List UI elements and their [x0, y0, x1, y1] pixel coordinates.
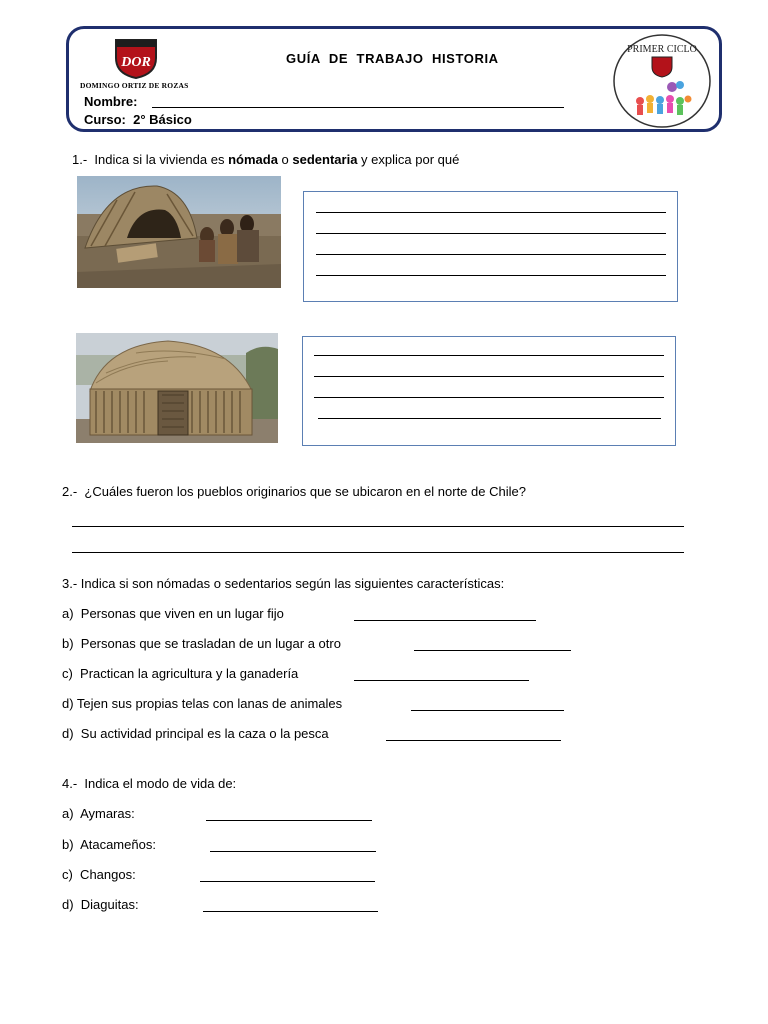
q4-answer-line-c[interactable]	[200, 881, 375, 882]
nombre-line[interactable]	[152, 107, 564, 108]
badge-text: PRIMER CICLO	[627, 44, 697, 55]
answer-line[interactable]	[314, 397, 664, 398]
answer-line[interactable]	[316, 233, 666, 234]
question-1	[72, 152, 459, 167]
q1-suffix: y explica por qué	[357, 152, 460, 167]
nombre-label: Nombre:	[84, 94, 138, 109]
answer-line[interactable]	[314, 355, 664, 356]
answer-line[interactable]	[314, 376, 664, 377]
answer-box-1[interactable]	[303, 191, 678, 302]
question-4: 4.- Indica el modo de vida de:	[62, 776, 237, 791]
q3-item-b: b) Personas que se trasladan de un lugar a otro	[62, 636, 341, 651]
q1-middle: o	[277, 152, 293, 167]
q3-answer-line-c[interactable]	[354, 680, 529, 681]
crest-letters: DOR	[121, 55, 151, 70]
q2-answer-line-2[interactable]	[72, 552, 684, 553]
q4-item-aymaras: a) Aymaras:	[62, 806, 135, 821]
school-name: DOMINGO ORTIZ DE ROZAS	[80, 81, 189, 90]
question-2: 2.- ¿Cuáles fueron los pueblos originarios que se ubicaron en el norte de Chile?	[62, 484, 526, 499]
school-crest-icon	[112, 36, 160, 80]
q3-item-d: d) Tejen sus propias telas con lanas de animales	[62, 696, 343, 711]
q3-item-c: c) Practican la agricultura y la ganadería	[62, 666, 299, 681]
answer-line[interactable]	[316, 275, 666, 276]
q1-prefix: 1.- Indica si la vivienda es	[72, 152, 229, 167]
q3-answer-line-b[interactable]	[414, 650, 571, 651]
question-3: 3.- Indica si son nómadas o sedentarios según las siguientes características:	[62, 576, 505, 591]
curso-label: Curso: 2° Básico	[84, 112, 192, 127]
q4-answer-line-a[interactable]	[206, 820, 372, 821]
q3-answer-line-e[interactable]	[386, 740, 561, 741]
answer-line[interactable]	[316, 212, 666, 213]
q4-item-changos: c) Changos:	[62, 867, 136, 882]
primer-ciclo-badge-icon	[612, 33, 712, 129]
q1-word-nomada: nómada	[228, 152, 278, 167]
page-title: GUÍA DE TRABAJO HISTORIA	[286, 51, 499, 66]
sedentary-hut-photo	[76, 333, 278, 443]
q3-answer-line-a[interactable]	[354, 620, 536, 621]
q4-answer-line-d[interactable]	[203, 911, 378, 912]
q3-item-a: a) Personas que viven en un lugar fijo	[62, 606, 284, 621]
answer-line[interactable]	[316, 254, 666, 255]
answer-line[interactable]	[318, 418, 661, 419]
q4-item-atacamenos: b) Atacameños:	[62, 837, 156, 852]
q4-answer-line-b[interactable]	[210, 851, 376, 852]
q2-answer-line-1[interactable]	[72, 526, 684, 527]
answer-box-2[interactable]	[302, 336, 676, 446]
nomadic-hut-photo	[77, 176, 281, 288]
q3-item-e: d) Su actividad principal es la caza o la pesca	[62, 726, 329, 741]
q4-item-diaguitas: d) Diaguitas:	[62, 897, 139, 912]
q3-answer-line-d[interactable]	[411, 710, 564, 711]
q1-word-sedentaria: sedentaria	[292, 152, 358, 167]
